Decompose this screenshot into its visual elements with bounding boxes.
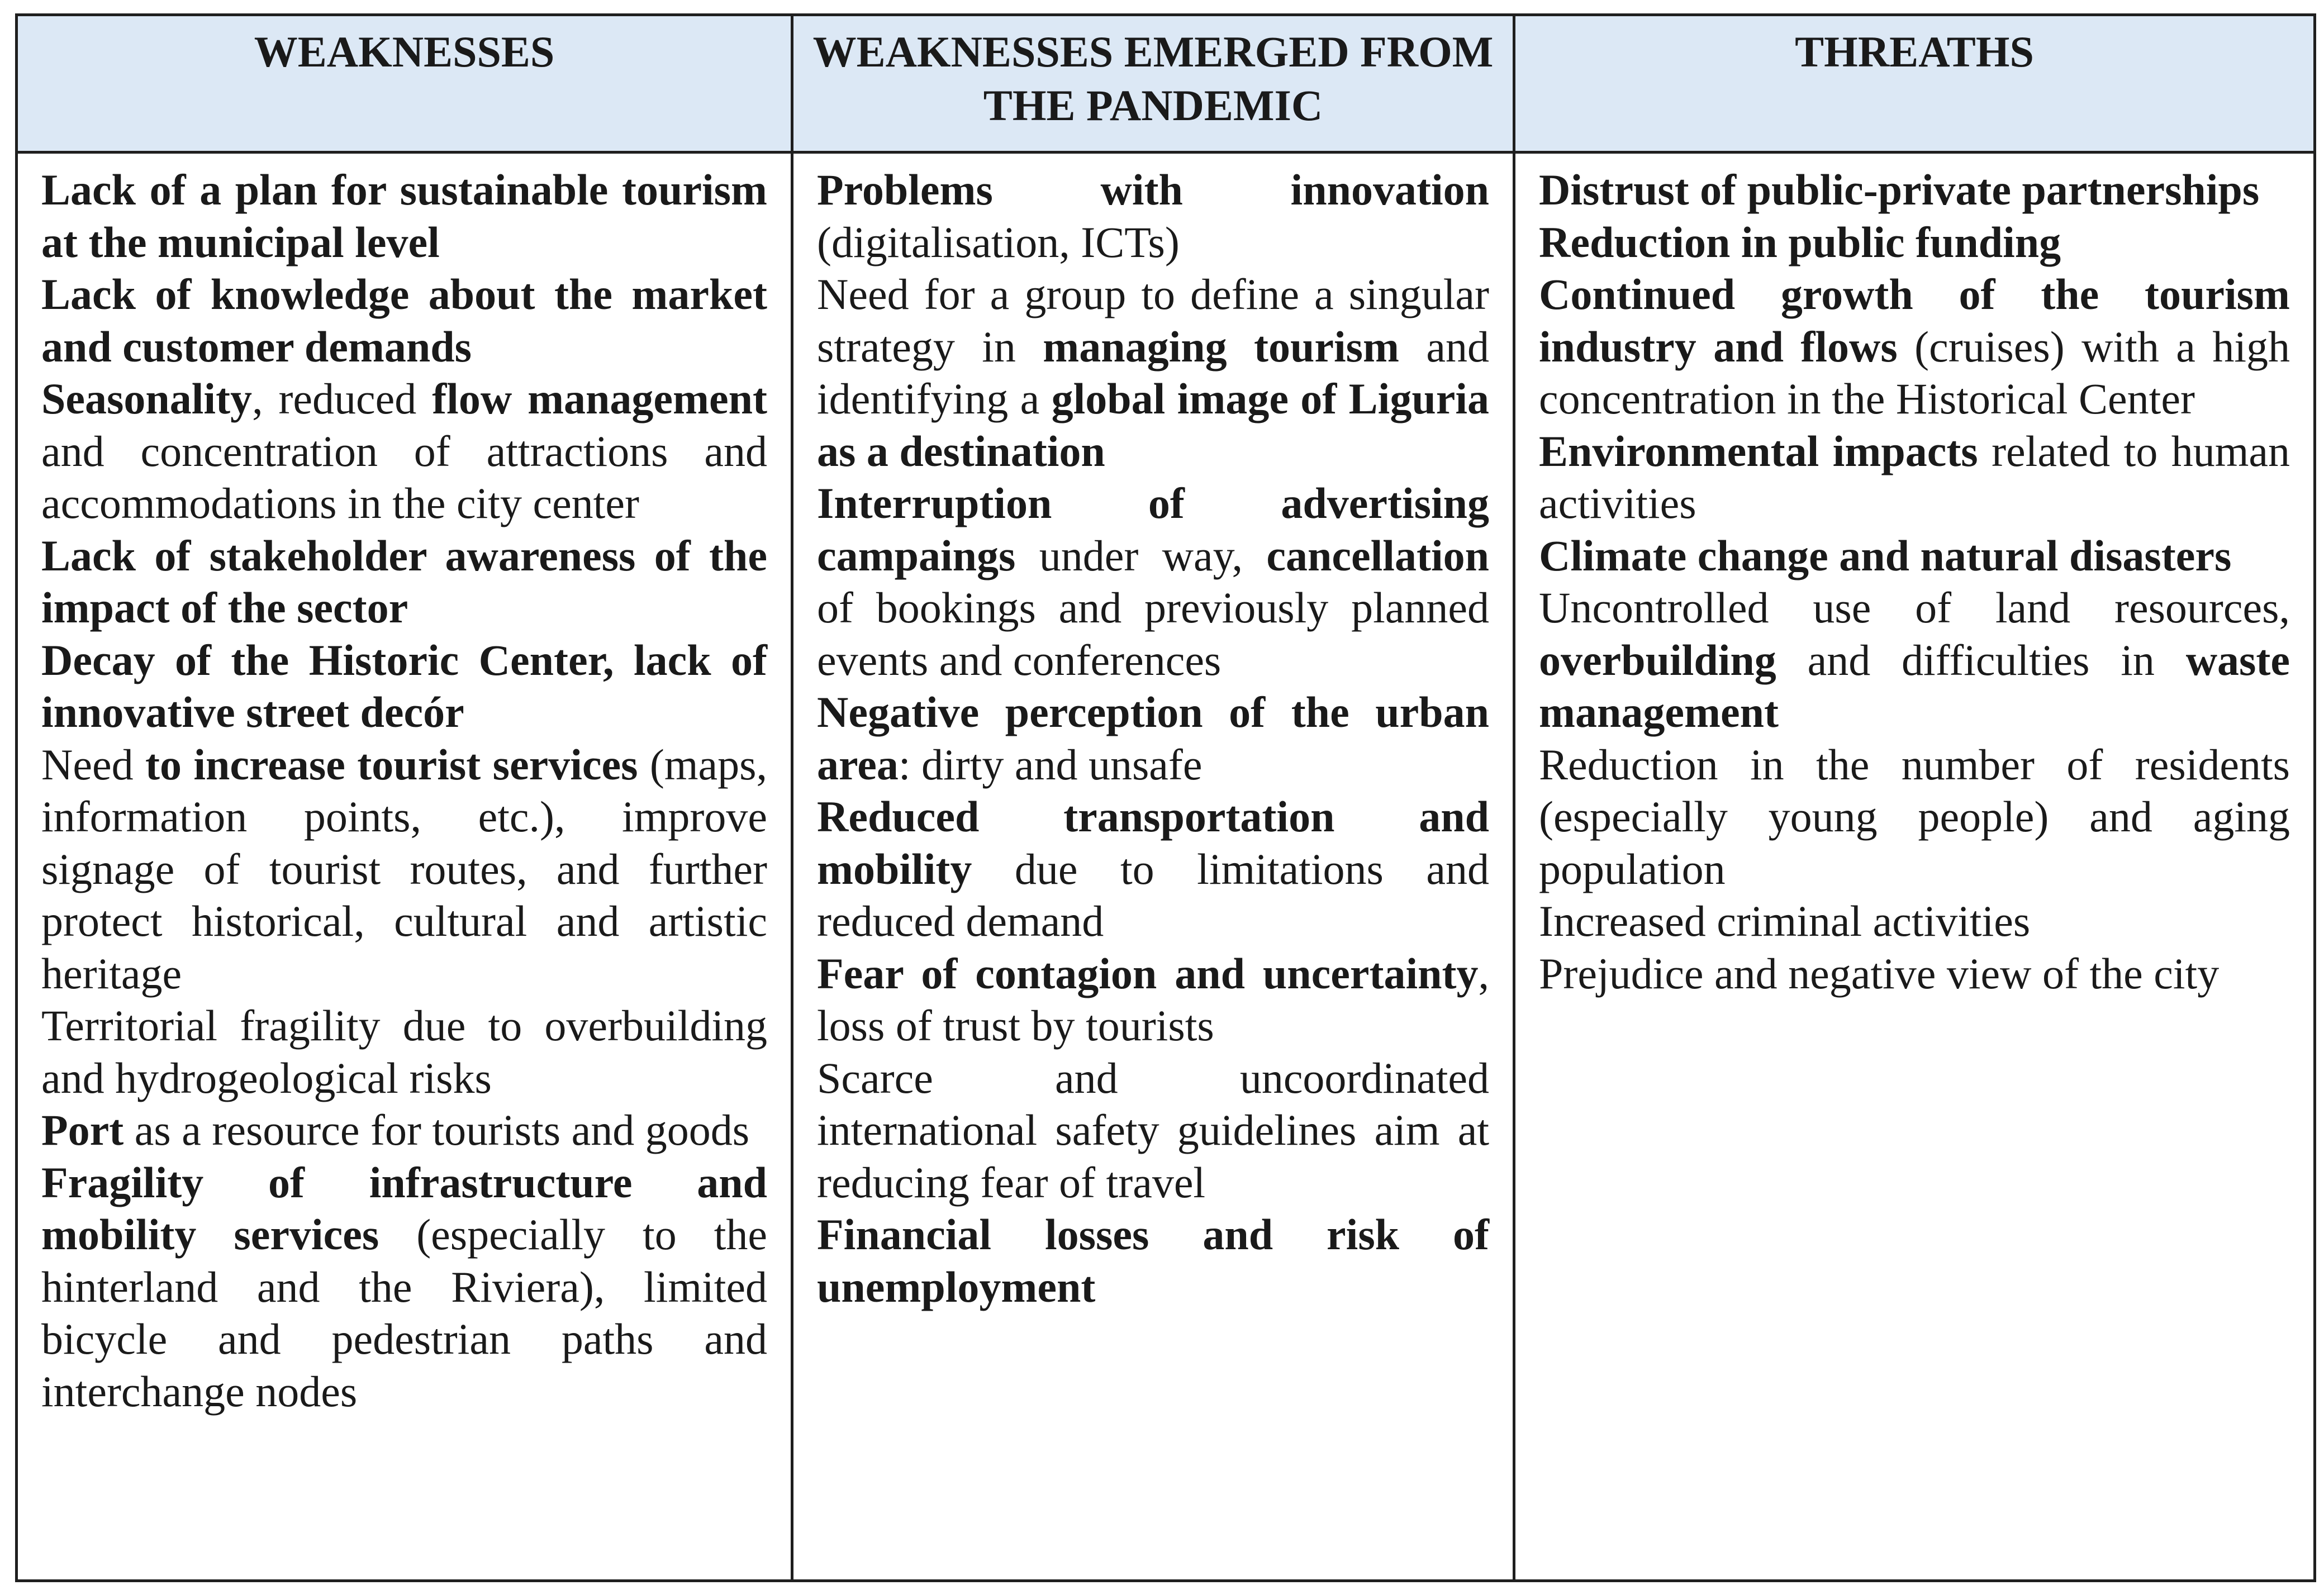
text: and difficulties in bbox=[1776, 635, 2186, 684]
text: related to human activities bbox=[1539, 426, 2290, 527]
list-item bbox=[1539, 268, 2290, 425]
text: of bookings and previously planned events and conferences bbox=[817, 583, 1489, 684]
text: Scarce and uncoordinated international safety guidelines aim at reducing fear of travel bbox=[817, 1053, 1489, 1207]
text: (cruises) with a high concentration in the Historical Center bbox=[1539, 322, 2290, 423]
list-item bbox=[817, 164, 1489, 268]
text: (maps, information points, etc.), improve signage of tourist routes, and further protect historical, cultural and artistic heritage bbox=[41, 740, 768, 998]
list-item bbox=[41, 999, 767, 1104]
list-item bbox=[41, 268, 767, 373]
text: (digitalisation, ICTs) bbox=[817, 217, 1180, 266]
text: Prejudice and negative view of the city bbox=[1539, 949, 2220, 998]
bold-text: Negative perception of the urban area bbox=[817, 688, 1489, 789]
bold-text: Climate change and natural disasters bbox=[1539, 531, 2232, 580]
bold-text: Lack of knowledge about the market and customer demands bbox=[41, 270, 767, 371]
text: Uncontrolled use of land resources, bbox=[1539, 583, 2290, 632]
column-header-pandemic-weaknesses: WEAKNESSES EMERGED FROM THE PANDEMIC bbox=[792, 15, 1514, 153]
bold-text: Decay of the Historic Center, lack of innovative street decór bbox=[41, 635, 767, 736]
text: Need bbox=[41, 740, 145, 789]
bold-text: Reduced transportation and mobility bbox=[817, 792, 1489, 893]
bold-text: managing tourism bbox=[1043, 322, 1400, 371]
bold-text: waste management bbox=[1539, 635, 2290, 736]
text: and identifying a bbox=[817, 322, 1489, 423]
content-row bbox=[17, 153, 2315, 1581]
bold-text: cancellation bbox=[1266, 531, 1489, 580]
list-item bbox=[41, 373, 767, 530]
text: Territorial fragility due to overbuilding and hydrogeological risks bbox=[41, 1001, 767, 1102]
bold-text: Port bbox=[41, 1106, 124, 1154]
text: Increased criminal activities bbox=[1539, 897, 2031, 945]
text: due to limitations and reduced demand bbox=[817, 844, 1489, 945]
column-header-weaknesses: WEAKNESSES bbox=[17, 15, 792, 153]
bold-text: Interruption of advertising campaings bbox=[817, 479, 1489, 580]
pandemic-weaknesses-cell bbox=[792, 153, 1514, 1581]
bold-text: Fear of contagion and uncertainty bbox=[817, 949, 1479, 998]
bold-text: to increase tourist services bbox=[145, 740, 638, 789]
text: : dirty and unsafe bbox=[898, 740, 1203, 789]
text: (especially to the hinterland and the Riviera), limited bicycle and pedestrian paths and interchange nodes bbox=[41, 1210, 767, 1416]
text: , loss of trust by tourists bbox=[817, 949, 1489, 1050]
bold-text: Reduction in public funding bbox=[1539, 217, 2061, 266]
list-item bbox=[1539, 582, 2290, 739]
text: and concentration of attractions and accommodations in the city center bbox=[41, 426, 767, 527]
bold-text: Fragility of infrastructure and mobility services bbox=[41, 1158, 767, 1259]
threats-cell bbox=[1514, 153, 2315, 1581]
list-item bbox=[817, 1208, 1489, 1313]
text: as a resource for tourists and goods bbox=[123, 1106, 750, 1154]
text: , reduced bbox=[252, 374, 433, 423]
column-header-threats: THREATHS bbox=[1514, 15, 2315, 153]
list-item bbox=[41, 530, 767, 634]
list-item bbox=[41, 739, 767, 1000]
list-item bbox=[1539, 425, 2290, 530]
list-item bbox=[41, 634, 767, 739]
list-item bbox=[817, 477, 1489, 686]
bold-text: Seasonality bbox=[41, 374, 253, 423]
swot-table bbox=[15, 13, 2316, 1582]
list-item bbox=[817, 686, 1489, 791]
list-item bbox=[817, 948, 1489, 1052]
bold-text: flow management bbox=[432, 374, 767, 423]
list-item bbox=[1539, 216, 2290, 269]
list-item bbox=[1539, 948, 2290, 1000]
bold-text: Environmental impacts bbox=[1539, 426, 1978, 475]
text: under way, bbox=[1015, 531, 1267, 580]
bold-text: Continued growth of the tourism industry and flows bbox=[1539, 270, 2290, 371]
text: Reduction in the number of residents (especially young people) and aging population bbox=[1539, 740, 2290, 893]
list-item bbox=[1539, 895, 2290, 948]
weaknesses-cell bbox=[17, 153, 792, 1581]
bold-text: Financial losses and risk of unemployment bbox=[817, 1210, 1489, 1311]
list-item bbox=[41, 1104, 767, 1156]
bold-text: Lack of a plan for sustainable tourism at the municipal level bbox=[41, 165, 767, 266]
list-item bbox=[817, 1052, 1489, 1209]
bold-text: Distrust of public-private partnerships bbox=[1539, 165, 2260, 214]
bold-text: overbuilding bbox=[1539, 635, 1776, 684]
list-item bbox=[41, 164, 767, 268]
header-row bbox=[17, 15, 2315, 153]
list-item bbox=[41, 1156, 767, 1418]
list-item bbox=[817, 791, 1489, 948]
list-item bbox=[1539, 164, 2290, 216]
list-item bbox=[1539, 530, 2290, 582]
bold-text: Problems with innovation bbox=[817, 165, 1489, 214]
text: Need for a group to define a singular strategy in bbox=[817, 270, 1489, 371]
list-item bbox=[817, 268, 1489, 477]
list-item bbox=[1539, 739, 2290, 896]
bold-text: global image of Liguria as a destination bbox=[817, 374, 1489, 475]
bold-text: Lack of stakeholder awareness of the impact of the sector bbox=[41, 531, 767, 632]
